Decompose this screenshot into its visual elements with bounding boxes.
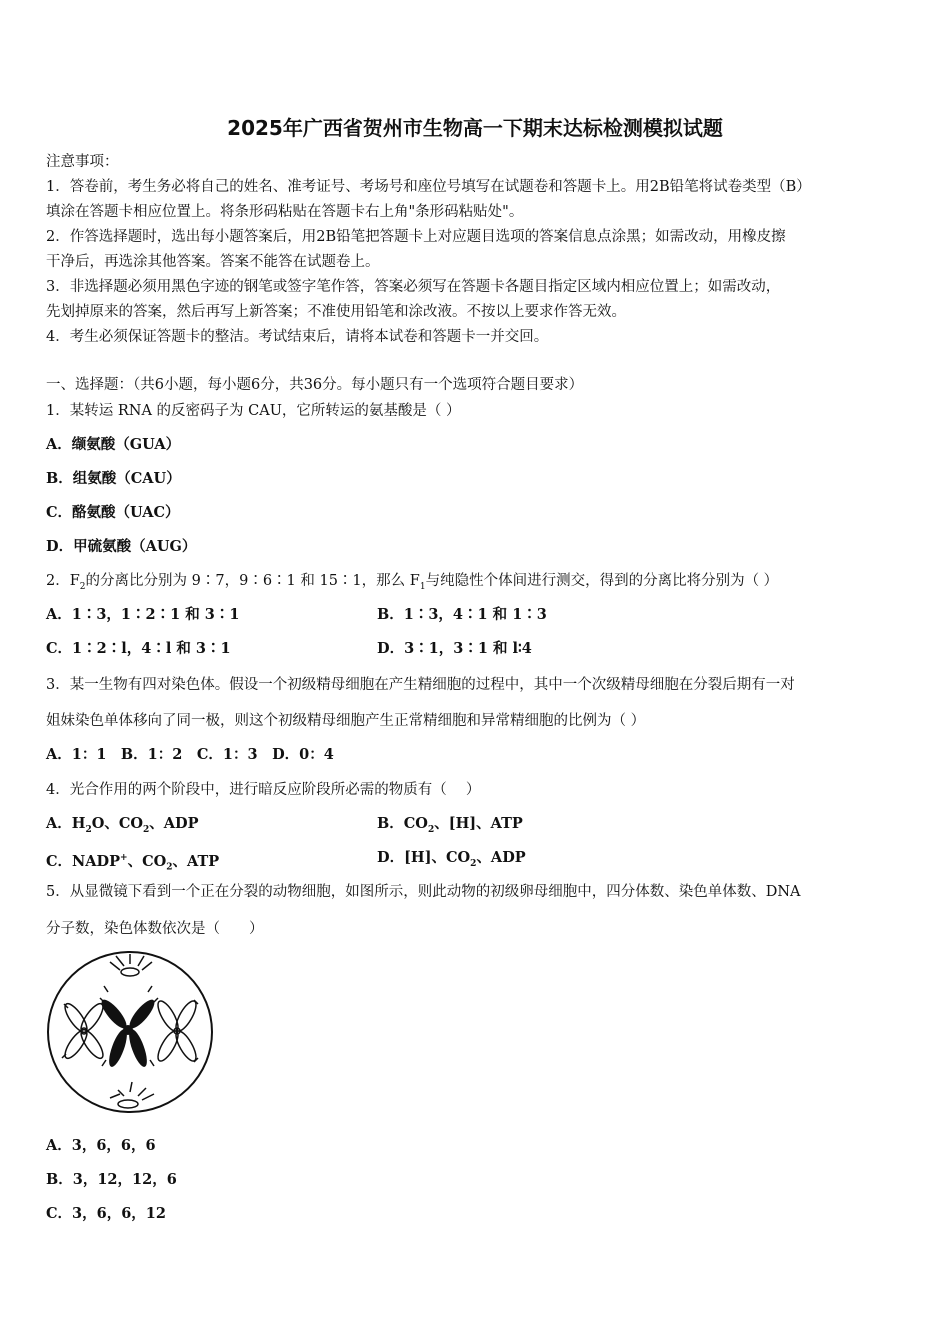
q4c-superscript: + bbox=[120, 853, 128, 863]
q4a-subscript: 2 bbox=[85, 824, 92, 835]
q2-subscript: 1 bbox=[419, 581, 426, 592]
q1-option-c: C．酪氨酸（UAC） bbox=[46, 504, 180, 521]
notice-line: 4．考生必须保证答题卡的整洁。考试结束后，请将本试卷和答题卡一并交回。 bbox=[46, 329, 549, 345]
notice-line: 干净后，再选涂其他答案。答案不能答在试题卷上。 bbox=[46, 254, 380, 270]
q4d-subscript: 2 bbox=[470, 858, 477, 869]
question-3-stem: 3．某一生物有四对染色体。假设一个初级精母细胞在产生精细胞的过程中，其中一个次级精母细胞在分裂后期有一对 bbox=[46, 677, 795, 693]
question-2-stem bbox=[46, 571, 778, 597]
q4a-part: 、ADP bbox=[149, 815, 199, 832]
q5-option-b: B．3，12，12，6 bbox=[46, 1171, 177, 1188]
q4b-part: 、[H]、ATP bbox=[434, 815, 523, 832]
notice-line: 1．答卷前，考生务必将自己的姓名、准考证号、考场号和座位号填写在试题卷和答题卡上。用2B铅笔将试卷类型（B） bbox=[46, 179, 811, 195]
q5-option-a: A．3，6，6，6 bbox=[46, 1137, 156, 1154]
notice-heading: 注意事项： bbox=[46, 154, 119, 170]
notice-line: 2．作答选择题时，选出每小题答案后，用2B铅笔把答题卡上对应题目选项的答案信息点涂黑；如需改动，用橡皮擦 bbox=[46, 229, 786, 245]
question-5-stem: 分子数，染色体数依次是（ ） bbox=[46, 921, 264, 937]
section-heading: 一、选择题：（共6小题，每小题6分，共36分。每小题只有一个选项符合题目要求） bbox=[46, 377, 584, 393]
q2-subscript: 2 bbox=[79, 581, 86, 592]
q1-option-a: A．缬氨酸（GUA） bbox=[46, 436, 181, 453]
notice-line: 3．非选择题必须用黑色字迹的钢笔或签字笔作答，答案必须写在答题卡各题目指定区域内相应位置上；如需改动， bbox=[46, 279, 781, 295]
q3-options: A．1：1 B．1：2 C．1：3 D．0：4 bbox=[46, 746, 334, 763]
notice-line: 先划掉原来的答案，然后再写上新答案；不准使用铅笔和涂改液。不按以上要求作答无效。 bbox=[46, 304, 626, 320]
q2-option-b: B．1∶3，4∶1 和 1∶3 bbox=[377, 606, 547, 623]
q4d-part: 、ADP bbox=[476, 849, 526, 866]
q4-option-d bbox=[377, 848, 526, 874]
question-1-stem: 1．某转运 RNA 的反密码子为 CAU，它所转运的氨基酸是（ ） bbox=[46, 403, 461, 419]
q4c-part: 、ATP bbox=[172, 852, 220, 870]
question-5-stem: 5．从显微镜下看到一个正在分裂的动物细胞，如图所示，则此动物的初级卵母细胞中，四分体数、染色单体数、DNA bbox=[46, 884, 801, 900]
q2-option-a: A．1∶3，1∶2∶1 和 3∶1 bbox=[46, 606, 240, 623]
question-4-stem: 4．光合作用的两个阶段中，进行暗反应阶段所必需的物质有（ ） bbox=[46, 782, 481, 798]
q2-option-d: D．3∶1，3∶1 和 l∶4 bbox=[377, 640, 532, 657]
q2-stem-part: 与纯隐性个体间进行测交，得到的分离比将分别为（ ） bbox=[425, 573, 779, 589]
q4-option-b bbox=[377, 814, 523, 840]
q4c-part: 、CO bbox=[127, 852, 167, 870]
q2-option-c: C．1∶2∶l，4∶l 和 3∶1 bbox=[46, 640, 231, 657]
q2-stem-part: 的分离比分别为 9∶7，9∶6∶1 和 15∶1，那么 F bbox=[85, 573, 420, 589]
page-title: 2025年广西省贺州市生物高一下期末达标检测模拟试题 bbox=[227, 116, 723, 140]
q1-option-b: B．组氨酸（CAU） bbox=[46, 470, 181, 487]
q4a-subscript: 2 bbox=[143, 824, 150, 835]
question-3-stem: 姐妹染色单体移向了同一极，则这个初级精母细胞产生正常精细胞和异常精细胞的比例为（ ） bbox=[46, 713, 646, 729]
dividing-cell-figure bbox=[44, 948, 216, 1120]
notice-line: 填涂在答题卡相应位置上。将条形码粘贴在答题卡右上角"条形码粘贴处"。 bbox=[46, 204, 524, 220]
q2-stem-part: 2．F bbox=[46, 573, 80, 589]
q4d-part: D．[H]、CO bbox=[377, 849, 471, 866]
q4c-subscript: 2 bbox=[166, 862, 173, 873]
q4-option-a bbox=[46, 814, 199, 840]
q4b-part: B．CO bbox=[377, 815, 428, 832]
q4c-part: C．NADP bbox=[46, 852, 121, 870]
q4b-subscript: 2 bbox=[427, 824, 435, 835]
q5-option-c: C．3，6，6，12 bbox=[46, 1205, 166, 1222]
q1-option-d: D．甲硫氨酸（AUG） bbox=[46, 538, 197, 555]
q4a-part: O、CO bbox=[91, 815, 144, 832]
q4-option-c bbox=[46, 848, 219, 878]
q4a-part: A．H bbox=[46, 815, 86, 832]
